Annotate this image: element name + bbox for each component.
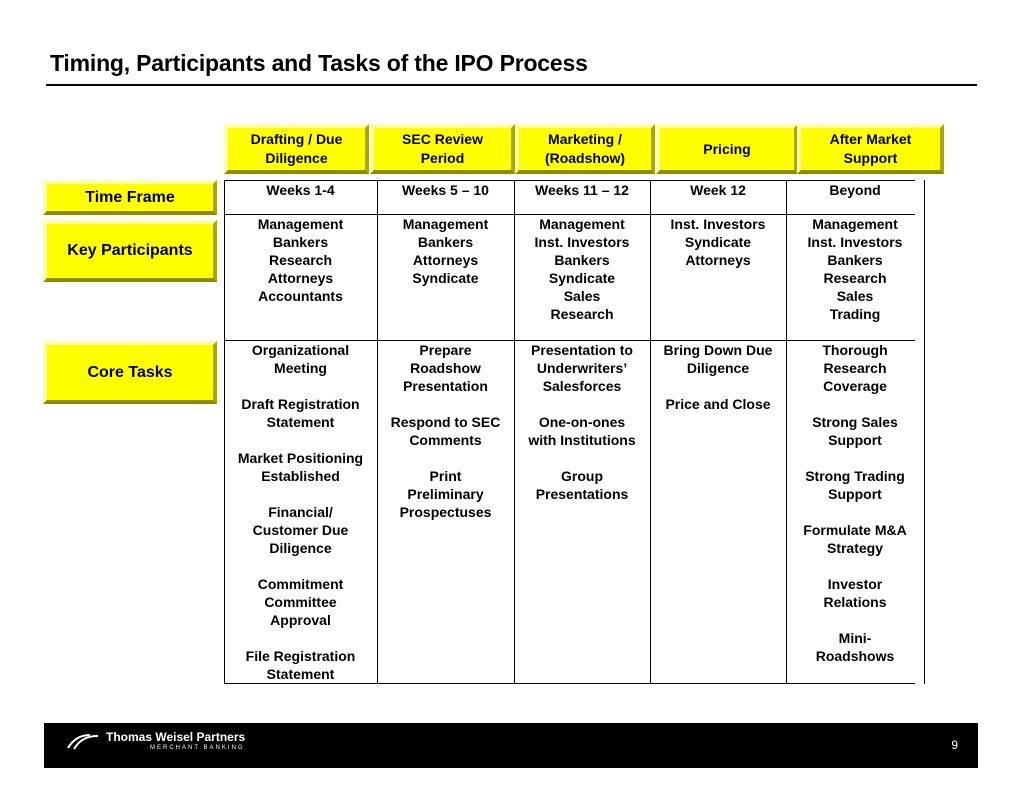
cell-text-line: Diligence [269, 540, 332, 556]
cell-text-line: One-on-ones [538, 414, 626, 430]
cell-text-line: Trading [829, 306, 881, 322]
cell-text-line: Print [429, 468, 462, 484]
participants-cell [377, 215, 514, 287]
time-frame-cell [786, 181, 924, 199]
cell-text-line: Inst. Investors [670, 216, 766, 232]
cell-text-line: Weeks 1-4 [266, 182, 335, 198]
cell-text-line: Attorneys [412, 252, 479, 268]
task-spacer [514, 449, 650, 467]
cell-text-line: Roadshow [410, 360, 481, 376]
cell-text-line: Syndicate [684, 234, 752, 250]
cell-text-line: Group [561, 468, 603, 484]
task-spacer [224, 629, 377, 647]
row-label-text: Key Participants [67, 242, 193, 259]
table-column-divider [924, 180, 925, 684]
task-spacer [224, 431, 377, 449]
task-spacer [786, 395, 924, 413]
row-label-key-participants [43, 220, 217, 282]
cell-text-line: Attorneys [685, 252, 751, 268]
cell-text-line: Management [539, 216, 625, 232]
task-spacer [786, 449, 924, 467]
phase-header-marketing [515, 124, 655, 174]
phase-header-label: After Market Support [829, 131, 912, 166]
cell-text-line: Approval [270, 612, 331, 628]
cell-text-line: Sales [836, 288, 874, 304]
cell-text-line: Statement [266, 666, 335, 682]
task-spacer [786, 503, 924, 521]
page-title: Timing, Participants and Tasks of the IPO Process [50, 50, 588, 76]
company-division: MERCHANT BANKING [150, 745, 245, 751]
cell-text-line: Strategy [826, 540, 884, 556]
table-bottom-border [224, 683, 915, 684]
cell-text-line: Presentation [403, 378, 488, 394]
cell-text-line: Diligence [686, 360, 750, 376]
row-label-text: Core Tasks [87, 363, 173, 381]
row-label-text: Time Frame [85, 188, 175, 206]
cell-text-line: Accountants [258, 288, 343, 304]
footer-bar [44, 723, 978, 768]
task-spacer [650, 377, 786, 395]
cell-text-line: Bankers [554, 252, 610, 268]
cell-text-line: Underwriters’ [536, 360, 628, 376]
time-frame-cell [377, 181, 514, 199]
cell-text-line: Established [261, 468, 340, 484]
title-divider [46, 84, 977, 86]
task-spacer [514, 395, 650, 413]
core-tasks-cell [650, 341, 786, 413]
cell-text-line: Customer Due [252, 522, 349, 538]
cell-text-line: Meeting [274, 360, 327, 376]
cell-text-line: Thorough [822, 342, 888, 358]
cell-text-line: Week 12 [690, 182, 746, 198]
phase-header-label: Pricing [703, 140, 751, 157]
time-frame-cell [650, 181, 786, 199]
cell-text-line: Bankers [272, 234, 329, 250]
cell-text-line: Comments [409, 432, 482, 448]
cell-text-line: Mini- [838, 630, 872, 646]
cell-text-line: Price and Close [665, 396, 771, 412]
page-number: 9 [951, 738, 958, 752]
cell-text-line: Bankers [827, 252, 883, 268]
cell-text-line: Prepare [419, 342, 472, 358]
core-tasks-cell [224, 341, 377, 683]
cell-text-line: Respond to SEC [390, 414, 501, 430]
phase-header-label: SEC Review Period [402, 131, 483, 166]
cell-text-line: Coverage [823, 378, 887, 394]
phase-header-sec-review [370, 124, 515, 174]
cell-text-line: Management [812, 216, 898, 232]
time-frame-cell [514, 181, 650, 199]
phase-header-label: Marketing / (Roadshow) [544, 131, 626, 166]
cell-text-line: Bankers [417, 234, 474, 250]
company-name: Thomas Weisel Partners [106, 730, 246, 744]
cell-text-line: Bring Down Due [663, 342, 773, 358]
cell-text-line: Research [268, 252, 333, 268]
row-label-time-frame [43, 180, 217, 215]
cell-text-line: Sales [563, 288, 601, 304]
cell-text-line: Inst. Investors [807, 234, 903, 250]
cell-text-line: Syndicate [548, 270, 616, 286]
participants-cell [650, 215, 786, 269]
cell-text-line: Relations [823, 594, 887, 610]
participants-cell [224, 215, 377, 305]
cell-text-line: Syndicate [412, 270, 479, 286]
company-logo [66, 731, 245, 752]
cell-text-line: Management [402, 216, 489, 232]
cell-text-line: Management [257, 216, 344, 232]
cell-text-line: Attorneys [267, 270, 334, 286]
task-spacer [224, 557, 377, 575]
participants-cell [786, 215, 924, 323]
cell-text-line: Presentation to [531, 342, 633, 358]
cell-text-line: Research [823, 270, 887, 286]
cell-text-line: Financial/ [268, 504, 333, 520]
participants-cell [514, 215, 650, 323]
cell-text-line: Presentations [535, 486, 629, 502]
cell-text-line: Commitment [257, 576, 344, 592]
cell-text-line: Weeks 11 – 12 [535, 182, 629, 198]
cell-text-line: Investor [827, 576, 883, 592]
cell-text-line: Research [823, 360, 887, 376]
cell-text-line: Weeks 5 – 10 [402, 182, 489, 198]
core-tasks-cell [786, 341, 924, 665]
cell-text-line: Prospectuses [399, 504, 492, 520]
cell-text-line: Strong Trading [805, 468, 905, 484]
task-spacer [224, 485, 377, 503]
cell-text-line: Beyond [829, 182, 881, 198]
cell-text-line: Draft Registration [241, 396, 360, 412]
cell-text-line: Salesforces [542, 378, 622, 394]
core-tasks-cell [377, 341, 514, 521]
cell-text-line: with Institutions [528, 432, 636, 448]
phase-header-after-market [797, 124, 944, 174]
cell-text-line: Committee [264, 594, 337, 610]
cell-text-line: Support [828, 486, 882, 502]
task-spacer [377, 449, 514, 467]
cell-text-line: Inst. Investors [534, 234, 630, 250]
cell-text-line: Preliminary [407, 486, 484, 502]
row-label-core-tasks [43, 341, 217, 404]
cell-text-line: Market Positioning [237, 450, 364, 466]
cell-text-line: Research [550, 306, 614, 322]
time-frame-cell [224, 181, 377, 199]
phase-header-drafting [224, 124, 369, 174]
cell-text-line: Strong Sales [812, 414, 898, 430]
task-spacer [786, 557, 924, 575]
cell-text-line: Support [828, 432, 882, 448]
cell-text-line: Formulate M&A [803, 522, 907, 538]
phase-header-pricing [656, 124, 798, 174]
cell-text-line: Roadshows [815, 648, 895, 664]
task-spacer [224, 377, 377, 395]
cell-text-line: Organizational [251, 342, 350, 358]
swoosh-logo-icon [66, 732, 100, 752]
cell-text-line: File Registration [245, 648, 356, 664]
phase-header-label: Drafting / Due Diligence [250, 131, 343, 166]
core-tasks-cell [514, 341, 650, 503]
cell-text-line: Statement [266, 414, 335, 430]
task-spacer [377, 395, 514, 413]
task-spacer [786, 611, 924, 629]
